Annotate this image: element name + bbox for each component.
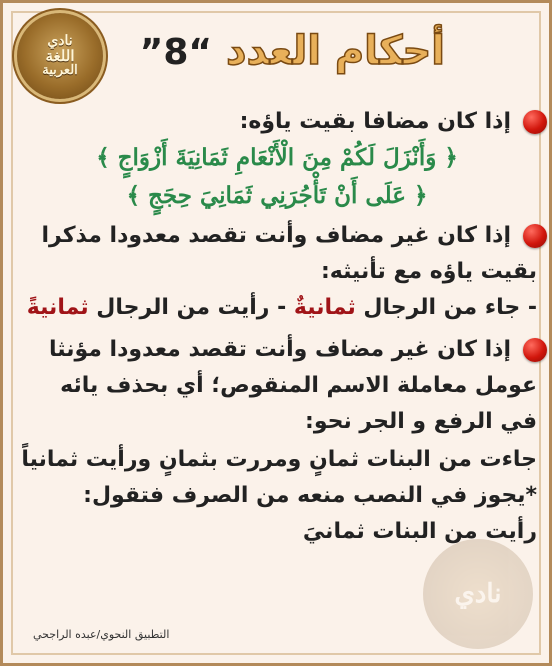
title-text: أحكام العدد (225, 28, 445, 74)
rule-3-note: *يجوز في النصب منعه من الصرف فتقول: (83, 483, 537, 508)
verse-2: ﴿ عَلَى أَنْ تَأْجُرَنِي ثَمَانِيَ حِجَجٍ ﴾ (126, 182, 428, 209)
rule-3-line-3: في الرفع و الجر نحو: (305, 409, 537, 434)
page-title (115, 27, 445, 77)
club-logo (17, 13, 103, 99)
rule-3-line-2: عومل معاملة الاسم المنقوص؛ أي بحذف يائه (60, 373, 537, 398)
rule-2-line-1: إذا كان غير مضاف وأنت تقصد معدودا مذكرا (17, 219, 537, 253)
rule-3-last-example: رأيت من البنات ثمانيَ (302, 519, 537, 544)
rule-3-example: جاءت من البنات ثمانٍ ومررت بثمانٍ ورأيت ثمانياً (21, 447, 537, 472)
rule-1-line-1: إذا كان مضافا بقيت ياؤه: (17, 105, 537, 139)
example-word: ثمانيةٌ (293, 295, 356, 320)
logo-line-1: نادي (47, 32, 73, 49)
rule-2-example: - جاء من الرجال ثمانيةٌ - رأيت من الرجال ثمانيةً (26, 295, 537, 320)
content (17, 103, 537, 549)
logo-line-2: اللغة (45, 46, 75, 65)
bullet-icon (523, 224, 547, 248)
bullet-icon (523, 110, 547, 134)
source-footer: التطبيق النحوي/عبده الراجحي (33, 628, 170, 641)
rule-2-line-2: بقيت ياؤه مع تأنيثه: (320, 259, 537, 284)
watermark-logo: نادي (423, 539, 533, 649)
logo-line-3: العربية (42, 63, 78, 79)
verse-1: ﴿ وَأَنْزَلَ لَكُمْ مِنَ الْأَنْعَامِ ثَمَانِيَةَ أَزْوَاجٍ ﴾ (96, 144, 458, 171)
bullet-icon (523, 338, 547, 362)
title-number: “8” (139, 32, 213, 73)
rule-3-line-1: إذا كان غير مضاف وأنت تقصد معدودا مؤنثا (17, 333, 537, 367)
example-word: ثمانيةً (26, 295, 89, 320)
